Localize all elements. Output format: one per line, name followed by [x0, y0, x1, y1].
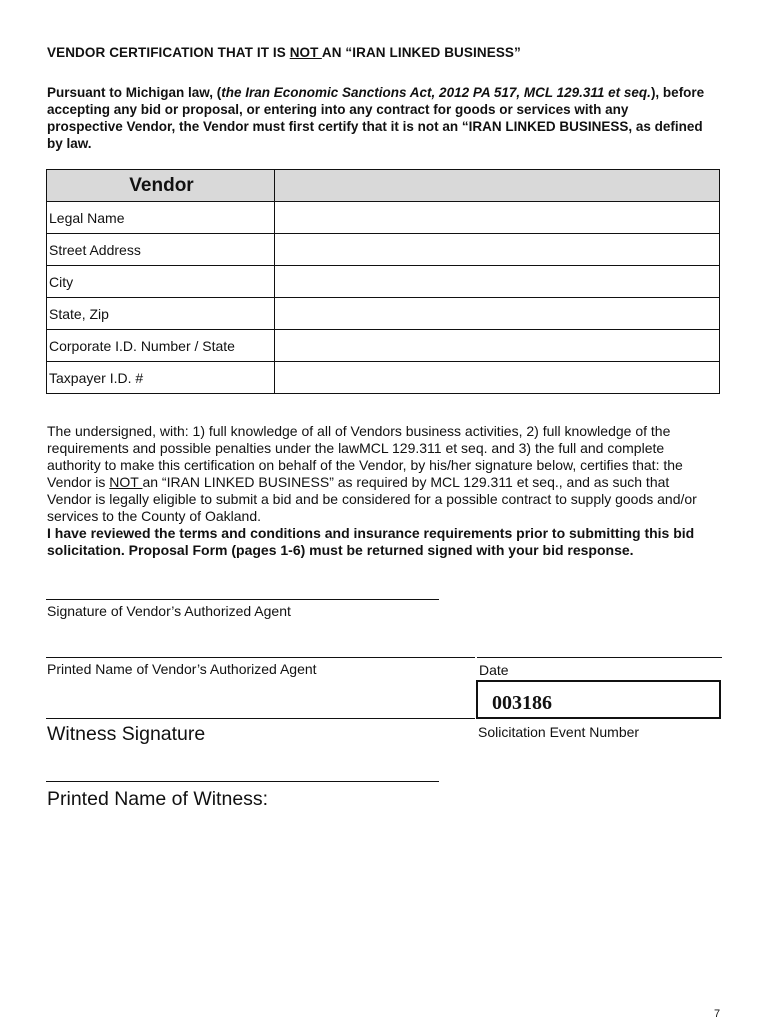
document-title	[47, 45, 521, 60]
table-row	[47, 298, 720, 330]
state-zip-field[interactable]	[275, 298, 720, 330]
title-part-1: VENDOR CERTIFICATION THAT IT IS	[47, 45, 290, 60]
row-label-state-zip: State, Zip	[47, 298, 275, 330]
row-label-street-address: Street Address	[47, 234, 275, 266]
taxpayer-id-field[interactable]	[275, 362, 720, 394]
row-label-corporate-id: Corporate I.D. Number / State	[47, 330, 275, 362]
date-label: Date	[479, 662, 509, 678]
certification-not-underlined: NOT	[109, 474, 143, 490]
printed-name-line[interactable]	[46, 657, 475, 658]
certification-text-1: The undersigned, with: 1) full knowledge of all of Vendors business activities, 2) full knowledge of the requirements and possible penalties under the lawMCL 129.311 et seq. and 3) the full and complete authority to make this certification on behalf of the Vendor, by his/her signature below, certifies that: the Vendor is	[47, 423, 683, 490]
intro-lead: Pursuant to Michigan law, (	[47, 85, 222, 100]
row-label-city: City	[47, 266, 275, 298]
printed-witness-line[interactable]	[46, 781, 439, 782]
page-number: 7	[714, 1008, 721, 1020]
printed-name-label: Printed Name of Vendor’s Authorized Agent	[47, 661, 317, 677]
intro-law-citation: the Iran Economic Sanctions Act, 2012 PA 517, MCL 129.311 et seq.	[221, 85, 651, 100]
corporate-id-field[interactable]	[275, 330, 720, 362]
table-row	[47, 234, 720, 266]
certification-review-statement: I have reviewed the terms and conditions and insurance requirements prior to submitting this bid solicitation. Proposal Form (pages 1-6) must be returned signed with your bid response.	[47, 525, 695, 558]
table-row	[47, 330, 720, 362]
solicitation-number-box: 003186	[476, 680, 721, 719]
witness-signature-label: Witness Signature	[47, 723, 206, 745]
vendor-signature-line[interactable]	[46, 599, 439, 600]
intro-rest: ), before accepting any bid or proposal, or entering into any contract for goods or services with any prospective Vendor, the Vendor must first certify that it is not an “IRAN LINKED BUSINESS, as defined by law.	[47, 85, 705, 151]
intro-paragraph	[47, 84, 707, 152]
certification-paragraph	[47, 423, 715, 559]
row-label-taxpayer-id: Taxpayer I.D. #	[47, 362, 275, 394]
vendor-signature-label: Signature of Vendor’s Authorized Agent	[47, 603, 291, 619]
title-not-underlined: NOT	[289, 45, 322, 60]
solicitation-number-label: Solicitation Event Number	[478, 724, 640, 740]
street-address-field[interactable]	[275, 234, 720, 266]
witness-signature-line[interactable]	[46, 718, 475, 719]
city-field[interactable]	[275, 266, 720, 298]
printed-witness-label: Printed Name of Witness:	[47, 788, 269, 810]
vendor-info-table	[46, 169, 720, 394]
table-row	[47, 202, 720, 234]
date-line[interactable]	[477, 657, 722, 658]
row-label-legal-name: Legal Name	[47, 202, 275, 234]
vendor-table-header: Vendor	[47, 170, 275, 202]
vendor-table-header-blank	[275, 170, 720, 202]
table-row	[47, 362, 720, 394]
vendor-table-header-row	[47, 170, 720, 202]
legal-name-field[interactable]	[275, 202, 720, 234]
table-row	[47, 266, 720, 298]
title-part-2: AN “IRAN LINKED BUSINESS”	[321, 45, 521, 60]
certification-text-2: an “IRAN LINKED BUSINESS” as required by MCL 129.311 et seq., and as such that Vendor is legally eligible to submit a bid and be considered for a possible contract to supply goods and/or services to the County of Oakland.	[47, 474, 697, 524]
